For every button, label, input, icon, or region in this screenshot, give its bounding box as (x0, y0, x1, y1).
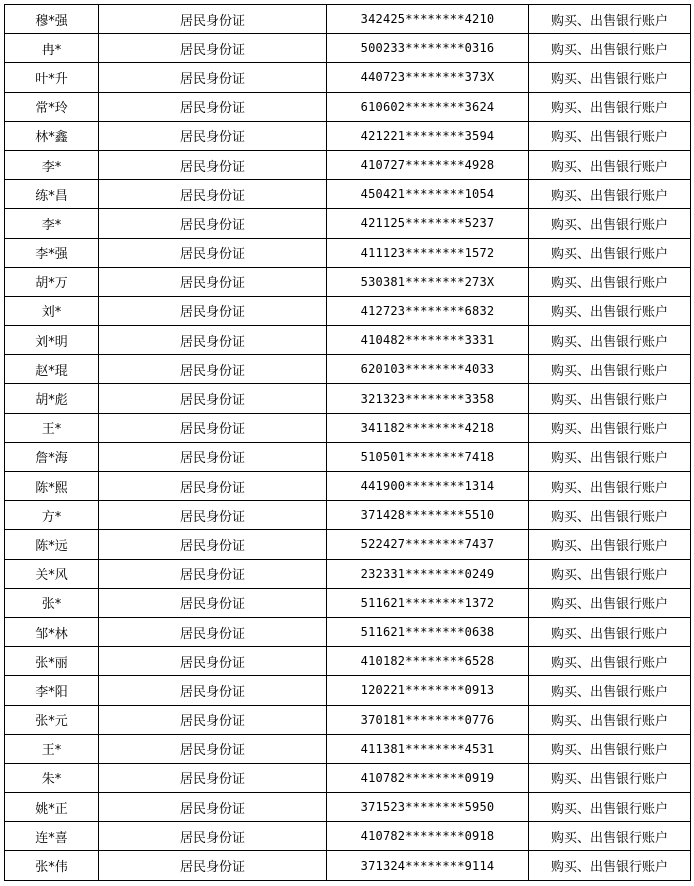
reason-cell: 购买、出售银行账户 (529, 180, 691, 209)
table-row (5, 92, 691, 121)
id-type-cell: 居民身份证 (99, 267, 327, 296)
reason-cell: 购买、出售银行账户 (529, 238, 691, 267)
id-type-cell: 居民身份证 (99, 150, 327, 179)
table-row (5, 355, 691, 384)
reason-cell: 购买、出售银行账户 (529, 705, 691, 734)
name-cell: 赵*琨 (5, 355, 99, 384)
reason-cell: 购买、出售银行账户 (529, 326, 691, 355)
name-cell: 连*喜 (5, 822, 99, 851)
id-number-cell: 511621********0638 (327, 617, 529, 646)
table-row (5, 559, 691, 588)
id-number-cell: 371324********9114 (327, 851, 529, 880)
id-number-cell: 610602********3624 (327, 92, 529, 121)
id-number-cell: 410182********6528 (327, 647, 529, 676)
id-type-cell: 居民身份证 (99, 355, 327, 384)
name-cell: 刘*明 (5, 326, 99, 355)
name-cell: 叶*升 (5, 63, 99, 92)
reason-cell: 购买、出售银行账户 (529, 413, 691, 442)
id-type-cell: 居民身份证 (99, 676, 327, 705)
name-cell: 刘* (5, 296, 99, 325)
id-number-cell: 371428********5510 (327, 501, 529, 530)
id-type-cell: 居民身份证 (99, 763, 327, 792)
id-number-cell: 411381********4531 (327, 734, 529, 763)
table-row (5, 442, 691, 471)
reason-cell: 购买、出售银行账户 (529, 676, 691, 705)
id-type-cell: 居民身份证 (99, 209, 327, 238)
id-number-cell: 522427********7437 (327, 530, 529, 559)
name-cell: 胡*万 (5, 267, 99, 296)
id-type-cell: 居民身份证 (99, 384, 327, 413)
table-row (5, 851, 691, 880)
table-row (5, 296, 691, 325)
id-number-cell: 450421********1054 (327, 180, 529, 209)
name-cell: 张*元 (5, 705, 99, 734)
table-row (5, 617, 691, 646)
reason-cell: 购买、出售银行账户 (529, 92, 691, 121)
table-row (5, 121, 691, 150)
table-row (5, 238, 691, 267)
table-row (5, 326, 691, 355)
id-number-cell: 410782********0918 (327, 822, 529, 851)
id-number-cell: 410727********4928 (327, 150, 529, 179)
id-type-cell: 居民身份证 (99, 63, 327, 92)
name-cell: 李*强 (5, 238, 99, 267)
id-type-cell: 居民身份证 (99, 34, 327, 63)
reason-cell: 购买、出售银行账户 (529, 530, 691, 559)
reason-cell: 购买、出售银行账户 (529, 34, 691, 63)
table-row (5, 530, 691, 559)
id-type-cell: 居民身份证 (99, 180, 327, 209)
id-number-cell: 371523********5950 (327, 793, 529, 822)
id-number-cell: 441900********1314 (327, 472, 529, 501)
id-number-cell: 421221********3594 (327, 121, 529, 150)
records-table (4, 4, 691, 881)
id-type-cell: 居民身份证 (99, 442, 327, 471)
id-number-cell: 500233********0316 (327, 34, 529, 63)
name-cell: 张* (5, 588, 99, 617)
name-cell: 胡*彪 (5, 384, 99, 413)
id-type-cell: 居民身份证 (99, 326, 327, 355)
id-type-cell: 居民身份证 (99, 705, 327, 734)
table-row (5, 63, 691, 92)
table-row (5, 384, 691, 413)
id-number-cell: 530381********273X (327, 267, 529, 296)
name-cell: 李*阳 (5, 676, 99, 705)
id-type-cell: 居民身份证 (99, 734, 327, 763)
table-row (5, 267, 691, 296)
name-cell: 陈*熙 (5, 472, 99, 501)
reason-cell: 购买、出售银行账户 (529, 851, 691, 880)
reason-cell: 购买、出售银行账户 (529, 5, 691, 34)
id-number-cell: 620103********4033 (327, 355, 529, 384)
name-cell: 常*玲 (5, 92, 99, 121)
id-type-cell: 居民身份证 (99, 92, 327, 121)
reason-cell: 购买、出售银行账户 (529, 150, 691, 179)
table-row (5, 676, 691, 705)
id-number-cell: 120221********0913 (327, 676, 529, 705)
name-cell: 穆*强 (5, 5, 99, 34)
id-type-cell: 居民身份证 (99, 559, 327, 588)
reason-cell: 购买、出售银行账户 (529, 559, 691, 588)
id-type-cell: 居民身份证 (99, 296, 327, 325)
id-type-cell: 居民身份证 (99, 822, 327, 851)
name-cell: 王* (5, 413, 99, 442)
id-type-cell: 居民身份证 (99, 501, 327, 530)
id-type-cell: 居民身份证 (99, 617, 327, 646)
reason-cell: 购买、出售银行账户 (529, 734, 691, 763)
table-row (5, 647, 691, 676)
id-type-cell: 居民身份证 (99, 647, 327, 676)
reason-cell: 购买、出售银行账户 (529, 793, 691, 822)
name-cell: 詹*海 (5, 442, 99, 471)
table-row (5, 763, 691, 792)
reason-cell: 购买、出售银行账户 (529, 617, 691, 646)
name-cell: 邹*林 (5, 617, 99, 646)
id-type-cell: 居民身份证 (99, 793, 327, 822)
reason-cell: 购买、出售银行账户 (529, 588, 691, 617)
table-row (5, 5, 691, 34)
id-type-cell: 居民身份证 (99, 5, 327, 34)
name-cell: 李* (5, 150, 99, 179)
name-cell: 李* (5, 209, 99, 238)
reason-cell: 购买、出售银行账户 (529, 763, 691, 792)
name-cell: 方* (5, 501, 99, 530)
id-number-cell: 342425********4210 (327, 5, 529, 34)
table-row (5, 588, 691, 617)
table-row (5, 209, 691, 238)
name-cell: 张*伟 (5, 851, 99, 880)
name-cell: 姚*正 (5, 793, 99, 822)
id-number-cell: 421125********5237 (327, 209, 529, 238)
id-number-cell: 510501********7418 (327, 442, 529, 471)
id-number-cell: 370181********0776 (327, 705, 529, 734)
id-number-cell: 440723********373X (327, 63, 529, 92)
id-type-cell: 居民身份证 (99, 121, 327, 150)
id-type-cell: 居民身份证 (99, 851, 327, 880)
name-cell: 张*丽 (5, 647, 99, 676)
reason-cell: 购买、出售银行账户 (529, 442, 691, 471)
table-row (5, 472, 691, 501)
reason-cell: 购买、出售银行账户 (529, 267, 691, 296)
reason-cell: 购买、出售银行账户 (529, 63, 691, 92)
reason-cell: 购买、出售银行账户 (529, 384, 691, 413)
table-row (5, 150, 691, 179)
reason-cell: 购买、出售银行账户 (529, 209, 691, 238)
id-number-cell: 341182********4218 (327, 413, 529, 442)
reason-cell: 购买、出售银行账户 (529, 121, 691, 150)
records-table-body (5, 5, 691, 881)
name-cell: 陈*远 (5, 530, 99, 559)
name-cell: 王* (5, 734, 99, 763)
id-type-cell: 居民身份证 (99, 530, 327, 559)
name-cell: 冉* (5, 34, 99, 63)
id-number-cell: 410482********3331 (327, 326, 529, 355)
reason-cell: 购买、出售银行账户 (529, 647, 691, 676)
id-type-cell: 居民身份证 (99, 472, 327, 501)
id-number-cell: 321323********3358 (327, 384, 529, 413)
name-cell: 林*鑫 (5, 121, 99, 150)
table-row (5, 793, 691, 822)
id-type-cell: 居民身份证 (99, 238, 327, 267)
id-number-cell: 511621********1372 (327, 588, 529, 617)
table-row (5, 34, 691, 63)
id-number-cell: 412723********6832 (327, 296, 529, 325)
table-row (5, 705, 691, 734)
id-type-cell: 居民身份证 (99, 413, 327, 442)
id-type-cell: 居民身份证 (99, 588, 327, 617)
name-cell: 练*昌 (5, 180, 99, 209)
table-row (5, 501, 691, 530)
id-number-cell: 232331********0249 (327, 559, 529, 588)
reason-cell: 购买、出售银行账户 (529, 472, 691, 501)
id-number-cell: 410782********0919 (327, 763, 529, 792)
table-row (5, 413, 691, 442)
table-row (5, 822, 691, 851)
id-number-cell: 411123********1572 (327, 238, 529, 267)
name-cell: 关*风 (5, 559, 99, 588)
reason-cell: 购买、出售银行账户 (529, 501, 691, 530)
reason-cell: 购买、出售银行账户 (529, 355, 691, 384)
table-row (5, 734, 691, 763)
name-cell: 朱* (5, 763, 99, 792)
reason-cell: 购买、出售银行账户 (529, 822, 691, 851)
reason-cell: 购买、出售银行账户 (529, 296, 691, 325)
table-row (5, 180, 691, 209)
